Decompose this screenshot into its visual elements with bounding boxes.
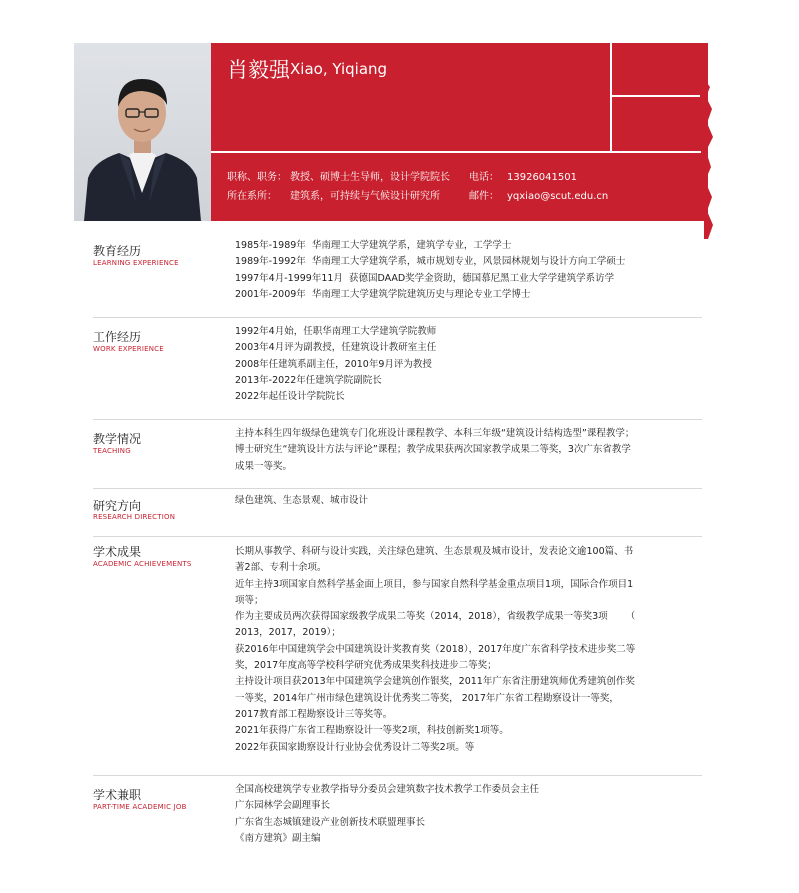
- email-label: 邮件：: [469, 191, 499, 202]
- section-subtitle: ACADEMIC ACHIEVEMENTS: [93, 560, 192, 568]
- section-divider: [93, 536, 702, 537]
- list-item: 著2部、专利十余项。: [235, 562, 327, 574]
- section-subtitle: TEACHING: [93, 447, 131, 455]
- section-title: 学术兼职: [93, 788, 142, 802]
- torn-edge-decoration: [704, 79, 714, 239]
- list-item: 2022年获国家勘察设计行业协会优秀设计二等奖2项。等: [235, 741, 475, 753]
- list-item: 《南方建筑》副主编: [235, 832, 321, 844]
- list-item: 2022年起任设计学院院长: [235, 391, 345, 403]
- list-item: 广东省生态城镇建设产业创新技术联盟理事长: [235, 816, 426, 828]
- section-title: 教学情况: [93, 432, 142, 446]
- list-item: 2017教育部工程勘察设计三等奖等。: [235, 708, 393, 720]
- list-item: 获2016年中国建筑学会中国建筑设计奖教育奖（2018），2017年度广东省科学技术进步奖二等: [235, 643, 636, 655]
- section-body: [235, 324, 665, 405]
- dept-label: 所在系所：: [227, 191, 277, 202]
- list-item: 1989年-1992年 华南理工大学建筑学系，城市规划专业，风景园林规划与设计方向工学硕士: [235, 256, 626, 268]
- section-divider: [93, 488, 702, 489]
- section-body: [235, 544, 665, 756]
- list-item: 绿色建筑、生态景观、城市设计: [235, 495, 369, 506]
- section-title: 工作经历: [93, 330, 142, 344]
- section-divider: [93, 775, 702, 776]
- list-item: 1992年4月始，任职华南理工大学建筑学院教师: [235, 326, 437, 337]
- list-item: 奖，2017年度高等学校科学研究优秀成果奖科技进步二等奖；: [235, 660, 497, 672]
- section-title: 学术成果: [93, 545, 142, 559]
- list-item: 项等；: [235, 594, 264, 606]
- section-divider: [93, 317, 702, 318]
- title-label: 职称、职务：: [227, 172, 287, 183]
- list-item: 近年主持3项国家自然科学基金面上项目，参与国家自然科学基金重点项目1项，国际合作项目1: [235, 578, 634, 590]
- list-item: 博士研究生“建筑设计方法与评论”课程；教学成果获两次国家教学成果二等奖，3次广东省教学: [235, 444, 631, 456]
- name-english: Xiao, Yiqiang: [290, 60, 388, 78]
- list-item: 2001年-2009年 华南理工大学建筑学院建筑历史与理论专业工学博士: [235, 288, 531, 300]
- list-item: 广东园林学会副理事长: [235, 800, 331, 812]
- list-item: 全国高校建筑学专业教学指导分委员会建筑数字技术教学工作委员会主任: [235, 784, 540, 795]
- profile-photo: [74, 43, 211, 221]
- section-body: [235, 493, 665, 509]
- email-value[interactable]: yqxiao@scut.edu.cn: [507, 191, 609, 202]
- list-item: 一等奖，2014年广州市绿色建筑设计优秀奖二等奖， 2017年广东省工程勘察设计一等奖，: [235, 692, 619, 704]
- dept-value: 建筑系，可持续与气候设计研究所: [290, 191, 440, 202]
- list-item: 2013年-2022年任建筑学院副院长: [235, 374, 382, 386]
- list-item: 成果一等奖。: [235, 460, 293, 472]
- list-item: 主持本科生四年级绿色建筑专门化班设计课程教学、本科三年级“建筑设计结构选型”课程教学；: [235, 428, 635, 439]
- title-value: 教授、硕博士生导师，设计学院院长: [290, 172, 450, 183]
- section-subtitle: RESEARCH DIRECTION: [93, 513, 176, 521]
- list-item: 1997年4月-1999年11月 获德国DAAD奖学金资助，德国慕尼黑工业大学学建筑学系访学: [235, 272, 615, 284]
- section-body: [235, 238, 665, 303]
- phone-label: 电话：: [469, 172, 499, 183]
- section-subtitle: WORK EXPERIENCE: [93, 345, 164, 353]
- phone-value: 13926041501: [507, 172, 577, 183]
- list-item: 作为主要成员两次获得国家级教学成果二等奖（2014，2018），省级教学成果一等奖3项 （: [235, 611, 636, 623]
- list-item: 2021年获得广东省工程勘察设计一等奖2项，科技创新奖1项等。: [235, 725, 509, 737]
- section-body: [235, 782, 665, 847]
- list-item: 长期从事教学、科研与设计实践，关注绿色建筑、生态景观及城市设计，发表论文逾100篇、书: [235, 546, 634, 557]
- name-chinese: 肖毅强: [227, 58, 290, 82]
- section-subtitle: PART-TIME ACADEMIC JOB: [93, 803, 187, 811]
- list-item: 2003年4月评为副教授，任建筑设计教研室主任: [235, 342, 437, 354]
- list-item: 主持设计项目获2013年中国建筑学会建筑创作银奖，2011年广东省注册建筑师优秀建筑创作奖: [235, 676, 635, 688]
- list-item: 1985年-1989年 华南理工大学建筑学系，建筑学专业，工学学士: [235, 240, 512, 251]
- section-body: [235, 426, 665, 475]
- section-title: 教育经历: [93, 244, 142, 258]
- list-item: 2008年任建筑系副主任，2010年9月评为教授: [235, 358, 432, 370]
- section-divider: [93, 419, 702, 420]
- section-title: 研究方向: [93, 499, 142, 513]
- list-item: 2013，2017，2019）；: [235, 627, 341, 639]
- section-subtitle: LEARNING EXPERIENCE: [93, 259, 179, 267]
